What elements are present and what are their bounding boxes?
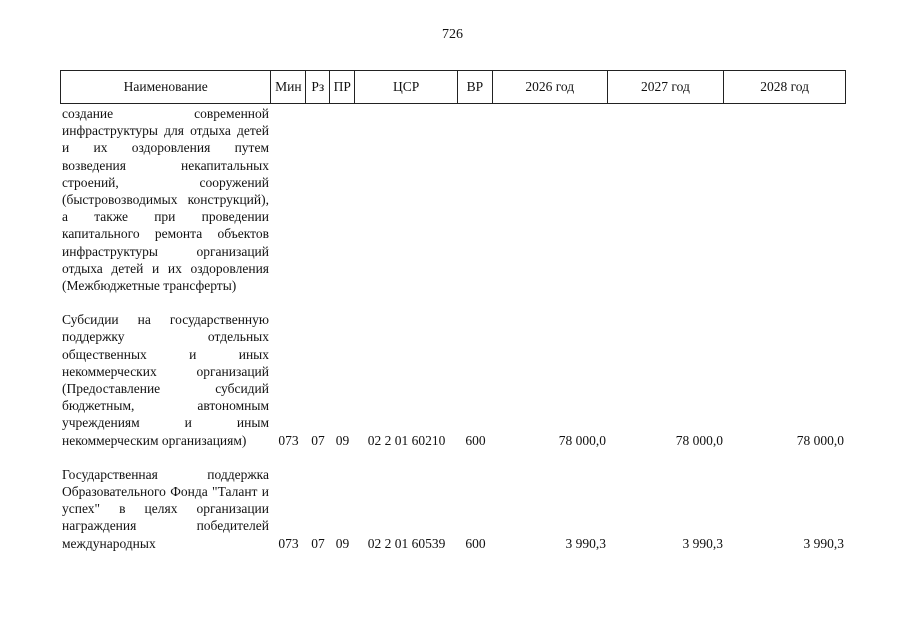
cell-rz: 07 [311, 535, 325, 551]
header-pr: ПР [330, 71, 355, 103]
row-values [271, 432, 846, 449]
row-values [271, 277, 846, 294]
row-spacer [60, 294, 846, 311]
cell-2026: 78 000,0 [558, 432, 606, 448]
table-header [60, 70, 846, 104]
row-name: создание современной инфраструктуры для отдыха детей и их оздоровления путем возведения некапитальных строений, сооружений (быстровозводимых конструкций), а также при проведении капитального ремонта объектов инфраструктуры организаций отдыха детей и их оздоровления (Межбюджетные трансферты) [62, 106, 269, 294]
cell-min: 073 [278, 535, 299, 551]
table-row [60, 105, 846, 294]
cell-rz [306, 277, 330, 294]
cell-min [271, 277, 306, 294]
cell-2026 [493, 277, 608, 294]
header-rz: Рз [306, 71, 330, 103]
header-2027: 2027 год [608, 71, 725, 103]
cell-pr [330, 277, 355, 294]
header-csr: ЦСР [355, 71, 458, 103]
cell-pr: 09 [335, 535, 350, 551]
header-vr: ВР [458, 71, 493, 103]
table-row [60, 466, 846, 552]
cell-vr: 600 [465, 535, 486, 551]
cell-vr: 600 [465, 432, 486, 448]
cell-min: 073 [278, 432, 299, 448]
cell-pr: 09 [335, 432, 350, 448]
page-number: 726 [442, 27, 463, 42]
cell-rz: 07 [311, 432, 325, 448]
header-2028: 2028 год [760, 79, 810, 94]
header-2026: 2026 год [493, 71, 608, 103]
cell-2028 [725, 277, 846, 294]
cell-csr: 02 2 01 60539 [367, 535, 446, 551]
row-name: Государственная поддержка Образовательного Фонда "Талант и успех" в целях организации награждения победителей международных [62, 466, 269, 551]
cell-csr [355, 277, 458, 294]
header-min: Мин [271, 71, 306, 103]
row-name: Субсидии на государственную поддержку отдельных общественных и иных некоммерческих организаций (Предоставление субсидий бюджетным, автономным учреждениям и иным некоммерческим организациям) [62, 312, 269, 448]
row-spacer [60, 449, 846, 466]
cell-vr [458, 277, 493, 294]
header-name: Наименование [61, 71, 271, 103]
cell-2027: 78 000,0 [675, 432, 723, 448]
cell-2027: 3 990,3 [682, 535, 723, 551]
cell-csr: 02 2 01 60210 [367, 432, 446, 448]
cell-2027 [608, 277, 725, 294]
cell-2028: 3 990,3 [803, 535, 844, 551]
cell-2028: 78 000,0 [796, 432, 844, 448]
row-values [271, 535, 846, 552]
budget-table [60, 70, 846, 552]
cell-2026: 3 990,3 [565, 535, 606, 551]
table-row [60, 311, 846, 449]
